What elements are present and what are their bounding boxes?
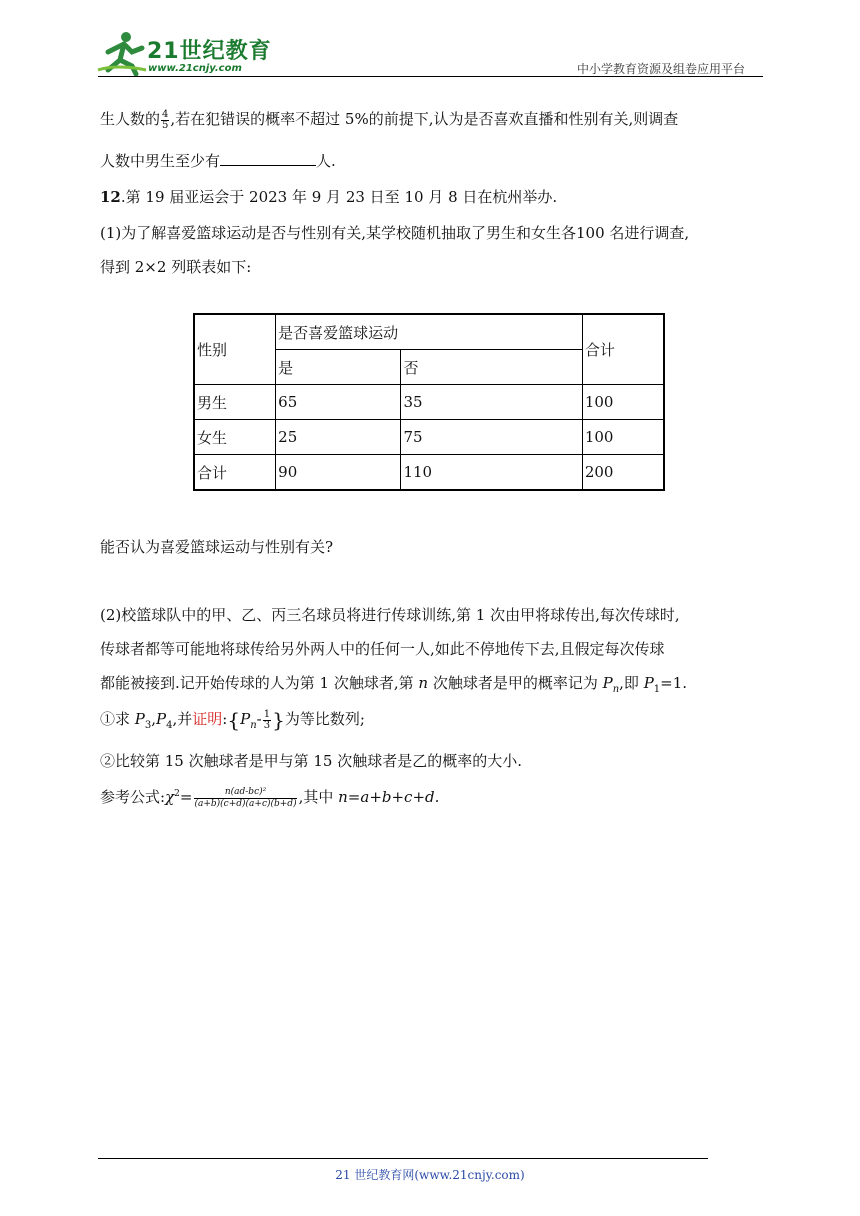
text: ,其中	[298, 788, 339, 806]
proof-keyword: 证明	[192, 710, 223, 728]
cell-no: 75	[401, 420, 582, 455]
cell-yes: 90	[276, 455, 401, 491]
cell-no: 35	[401, 385, 582, 420]
q11-text-c: 人数中男生至少有	[100, 152, 221, 170]
text: ,即	[619, 674, 644, 692]
cell-total: 200	[582, 455, 664, 491]
q12-part1-line1: (1)为了解喜爱篮球运动是否与性别有关,某学校随机抽取了男生和女生各100 名进行调查,	[100, 224, 690, 242]
brace-open: {	[227, 708, 241, 732]
fraction-four-fifths	[161, 110, 169, 131]
row-label: 女生	[194, 420, 276, 455]
formula-condition: n=a+b+c+d.	[338, 788, 440, 806]
row-label: 合计	[194, 455, 276, 491]
text: ,	[151, 710, 157, 728]
contingency-table	[193, 313, 665, 491]
cell-total: 100	[582, 385, 664, 420]
fraction-one-third	[263, 710, 271, 731]
fraction-denominator: 3	[263, 719, 271, 731]
q12-sub2: ②比较第 15 次触球者是甲与第 15 次触球者是乙的概率的大小.	[100, 752, 523, 770]
text: :	[222, 710, 228, 728]
q11-line2	[100, 150, 336, 171]
table-row	[194, 455, 664, 491]
var-P: P	[134, 710, 145, 728]
reference-formula	[100, 786, 439, 810]
text: ,并	[172, 710, 193, 728]
text: =1.	[660, 674, 688, 692]
footer-text: 21 世纪教育网(www.21cnjy.com)	[335, 1168, 525, 1182]
q12-part2-line3	[100, 672, 687, 695]
q11-text-d: 人.	[316, 152, 336, 170]
fraction-numerator: 4	[162, 108, 169, 120]
cell-yes: 25	[276, 420, 401, 455]
q11-text-b: ,若在犯错误的概率不超过 5%的前提下,认为是否喜欢直播和性别有关,则调查	[170, 110, 679, 128]
var-n: n	[418, 674, 429, 692]
answer-blank[interactable]	[220, 151, 316, 166]
q12-question1: 能否认为喜爱篮球运动与性别有关?	[100, 538, 334, 556]
subscript: 3	[144, 720, 152, 731]
q12-intro	[100, 186, 557, 207]
runner-icon	[96, 30, 148, 76]
q12-part2-line2: 传球者都等可能地将球传给另外两人中的任何一人,如此不停地传下去,且假定每次传球	[100, 640, 665, 658]
var-P: P	[240, 710, 251, 728]
logo-url: www.21cnjy.com	[148, 63, 242, 74]
chi-square-fraction	[194, 787, 296, 810]
header-like: 是否喜爱篮球运动	[276, 314, 583, 350]
text: 都能被接到.记开始传球的人为第 1 次触球者,第	[100, 674, 419, 692]
formula-denominator: (a+b)(c+d)(a+c)(b+d)	[194, 798, 297, 809]
q12-sub1	[100, 708, 365, 732]
question-number: 12	[100, 188, 121, 206]
footer-divider	[98, 1158, 708, 1159]
fraction-denominator: 5	[162, 119, 169, 131]
logo-text: 21世纪教育	[147, 39, 272, 64]
q11-line1	[100, 108, 678, 131]
header-divider	[98, 76, 763, 77]
formula-numerator: n(ad-bc)²	[194, 787, 296, 799]
header-no: 否	[401, 350, 582, 385]
text: 次触球者是甲的概率记为	[428, 674, 603, 692]
header-total: 合计	[582, 314, 664, 385]
subscript: n	[250, 720, 257, 731]
subscript: n	[612, 684, 620, 695]
header-tagline: 中小学教育资源及组卷应用平台	[577, 62, 746, 76]
subscript: 1	[653, 684, 661, 695]
header-gender: 性别	[194, 314, 276, 385]
table-row	[194, 420, 664, 455]
table-row	[194, 385, 664, 420]
cell-yes: 65	[276, 385, 401, 420]
var-P: P	[643, 674, 654, 692]
text: ①求	[100, 710, 135, 728]
cell-total: 100	[582, 420, 664, 455]
q12-intro-text: .第 19 届亚运会于 2023 年 9 月 23 日至 10 月 8 日在杭州举办.	[120, 188, 558, 206]
cell-no: 110	[401, 455, 582, 491]
row-label: 男生	[194, 385, 276, 420]
var-P: P	[602, 674, 613, 692]
brace-close: }	[272, 708, 285, 732]
q11-text-a: 生人数的	[100, 110, 161, 128]
fraction-numerator: 1	[263, 708, 271, 720]
var-P: P	[156, 710, 167, 728]
superscript: 2	[174, 789, 180, 799]
subscript: 4	[166, 720, 173, 731]
chi-symbol: χ	[165, 788, 175, 806]
header-yes: 是	[276, 350, 401, 385]
text: 参考公式:	[100, 788, 166, 806]
q12-part1-line2: 得到 2×2 列联表如下:	[100, 258, 252, 276]
minus-sign: -	[256, 710, 262, 728]
q12-part2-line1: (2)校篮球队中的甲、乙、丙三名球员将进行传球训练,第 1 次由甲将球传出,每次传球时,	[100, 606, 680, 624]
text: 为等比数列;	[284, 710, 365, 728]
text: =	[179, 788, 193, 806]
